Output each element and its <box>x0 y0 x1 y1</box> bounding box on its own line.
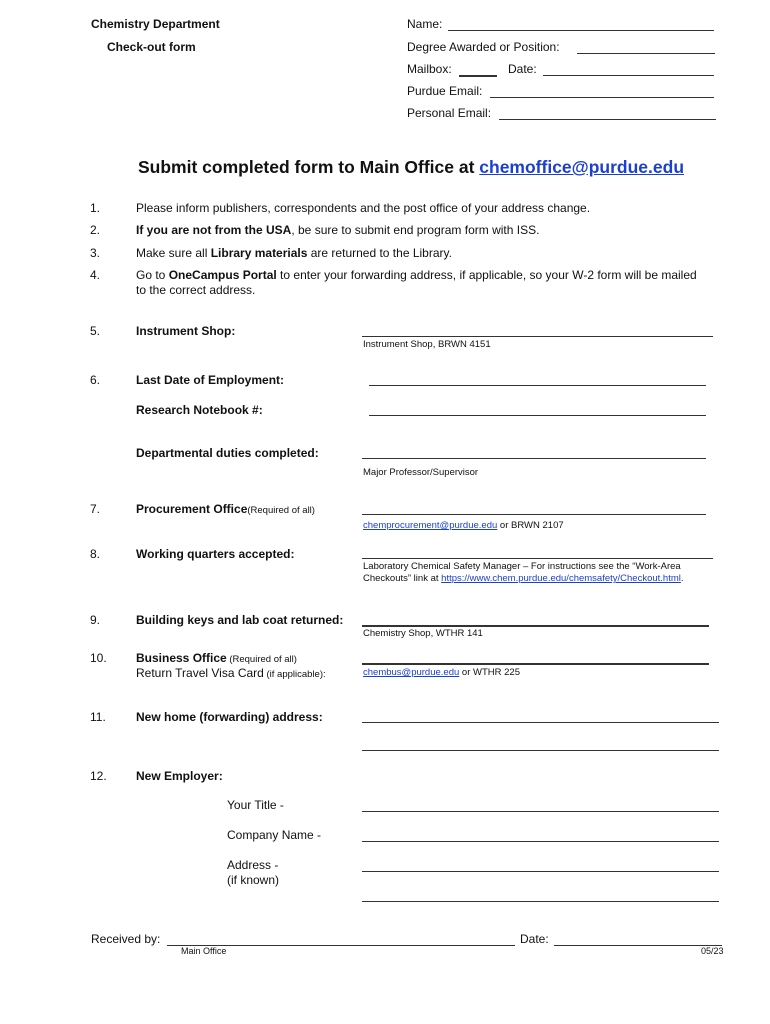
business-office-sub <box>363 667 520 678</box>
page-title <box>138 157 684 178</box>
item-3-rest: are returned to the Library. <box>307 246 452 260</box>
purdue-email-label: Purdue Email: <box>407 84 483 98</box>
last-date-field[interactable] <box>369 385 706 386</box>
item-12-number: 12. <box>90 769 107 783</box>
header-date-field[interactable] <box>543 75 714 76</box>
item-4-rest: to enter your forwarding address, if applicable, so your W-2 form will be mailed <box>276 268 697 282</box>
chemistry-shop-sub: Chemistry Shop, WTHR 141 <box>363 628 483 639</box>
item-3-number: 3. <box>90 246 101 260</box>
item-4-number: 4. <box>90 268 101 282</box>
item-10-number: 10. <box>90 651 107 665</box>
name-label: Name: <box>407 17 443 31</box>
personal-email-field[interactable] <box>499 119 716 120</box>
item-11-number: 11. <box>90 710 106 724</box>
working-quarters-label: Working quarters accepted: <box>136 547 295 561</box>
instrument-shop-signature[interactable] <box>362 336 713 337</box>
item-7-number: 7. <box>90 502 101 516</box>
travel-card-label <box>136 666 326 680</box>
item-4-text-continued: to the correct address. <box>136 283 256 297</box>
research-notebook-label: Research Notebook #: <box>136 403 263 417</box>
address-note: (if known) <box>227 873 280 887</box>
mailbox-field[interactable] <box>459 75 497 77</box>
departmental-duties-signature[interactable] <box>362 458 706 459</box>
procurement-label <box>136 502 315 516</box>
item-1-number: 1. <box>90 201 101 215</box>
forwarding-address-label: New home (forwarding) address: <box>136 710 323 724</box>
instrument-shop-sub: Instrument Shop, BRWN 4151 <box>363 339 491 350</box>
item-4-pre: Go to <box>136 268 169 282</box>
business-office-signature[interactable] <box>362 663 709 665</box>
travel-card-text: Return Travel Visa Card <box>136 666 264 680</box>
major-professor-sub: Major Professor/Supervisor <box>363 467 479 478</box>
item-3-pre: Make sure all <box>136 246 211 260</box>
departmental-duties-label: Departmental duties completed: <box>136 446 319 460</box>
your-title-field[interactable] <box>362 811 719 812</box>
item-3-text <box>136 246 452 260</box>
footer-date-label: Date: <box>520 932 549 946</box>
research-notebook-field[interactable] <box>369 415 706 416</box>
checkout-link[interactable]: https://www.chem.purdue.edu/chemsafety/Checkout.html <box>441 573 681 584</box>
business-email-link[interactable]: chembus@purdue.edu <box>363 667 460 678</box>
form-name: Check-out form <box>107 40 196 54</box>
instrument-shop-label: Instrument Shop: <box>136 324 236 338</box>
forwarding-address-line-1[interactable] <box>362 722 719 723</box>
employer-address-line-2[interactable] <box>362 901 719 902</box>
item-6-number: 6. <box>90 373 101 387</box>
degree-label: Degree Awarded or Position: <box>407 40 560 54</box>
item-8-number: 8. <box>90 547 101 561</box>
title-text: Submit completed form to Main Office at <box>138 157 480 177</box>
your-title-label: Your Title - <box>227 798 284 812</box>
degree-field[interactable] <box>577 53 715 54</box>
item-2-text <box>136 223 539 237</box>
mailbox-label: Mailbox: <box>407 62 452 76</box>
item-9-number: 9. <box>90 613 101 627</box>
travel-card-note: (if applicable): <box>263 669 326 680</box>
item-2-bold: If you are not from the USA <box>136 223 292 237</box>
item-1-text: Please inform publishers, correspondents and the post office of your address change. <box>136 201 591 215</box>
header-date-label: Date: <box>508 62 537 76</box>
business-office-label <box>136 651 297 665</box>
company-name-field[interactable] <box>362 841 719 842</box>
checkout-link-post: . <box>680 573 684 584</box>
checkout-link-pre: Checkouts” link at <box>363 573 442 584</box>
form-version: 05/23 <box>701 946 724 956</box>
procurement-label-bold: Procurement Office <box>136 502 248 516</box>
footer-date-field[interactable] <box>554 945 722 946</box>
employer-address-line-1[interactable] <box>362 871 719 872</box>
department-name: Chemistry Department <box>91 17 220 31</box>
item-4-bold: OneCampus Portal <box>168 268 277 282</box>
item-4-text <box>136 268 697 282</box>
name-field[interactable] <box>448 30 714 31</box>
building-keys-label: Building keys and lab coat returned: <box>136 613 344 627</box>
procurement-note: (Required of all) <box>247 505 315 516</box>
procurement-sub-text: or BRWN 2107 <box>497 520 564 531</box>
personal-email-label: Personal Email: <box>407 106 492 120</box>
business-office-bold: Business Office <box>136 651 227 665</box>
item-2-rest: , be sure to submit end program form with ISS. <box>291 223 540 237</box>
building-keys-signature[interactable] <box>362 625 709 627</box>
purdue-email-field[interactable] <box>490 97 714 98</box>
new-employer-label: New Employer: <box>136 769 223 783</box>
procurement-sub <box>363 520 564 531</box>
safety-manager-sub: Laboratory Chemical Safety Manager – For instructions see the “Work-Area <box>363 561 681 572</box>
address-label: Address - <box>227 858 279 872</box>
procurement-email-link[interactable]: chemprocurement@purdue.edu <box>363 520 498 531</box>
checkout-link-line <box>363 573 684 584</box>
procurement-signature[interactable] <box>362 514 706 515</box>
forwarding-address-line-2[interactable] <box>362 750 719 751</box>
main-office-email-link[interactable]: chemoffice@purdue.edu <box>479 157 685 177</box>
main-office-label: Main Office <box>181 946 227 956</box>
last-date-label: Last Date of Employment: <box>136 373 285 387</box>
item-5-number: 5. <box>90 324 101 338</box>
business-sub-text: or WTHR 225 <box>459 667 520 678</box>
company-name-label: Company Name - <box>227 828 322 842</box>
received-by-label: Received by: <box>91 932 161 946</box>
item-2-number: 2. <box>90 223 101 237</box>
working-quarters-signature[interactable] <box>362 558 713 559</box>
business-office-note: (Required of all) <box>226 654 297 665</box>
item-3-bold: Library materials <box>210 246 308 260</box>
